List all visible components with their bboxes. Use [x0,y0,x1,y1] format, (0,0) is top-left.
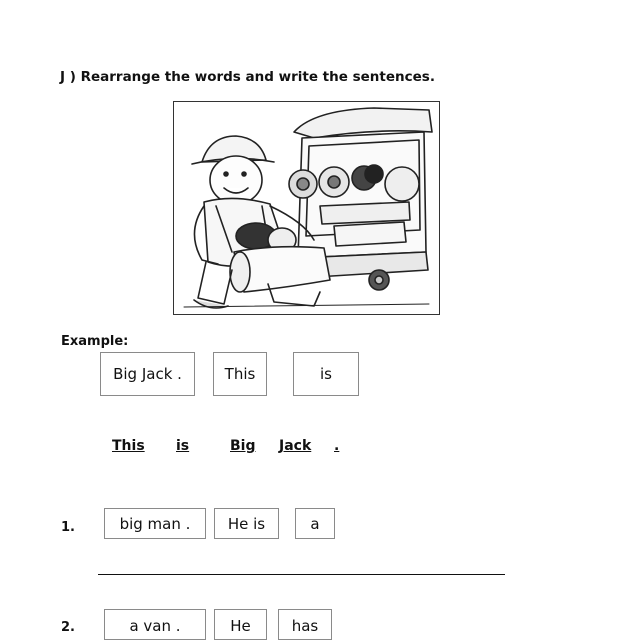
question-2-word-box-2 [214,609,267,640]
example-word-box-1 [100,352,195,396]
question-1-word-1: big man . [119,514,191,533]
example-answer-word-1: This [112,438,145,454]
example-word-2: This [224,365,256,383]
example-answer-word-2: is [176,438,190,454]
question-number-2: 2. [61,620,75,635]
question-2-word-3: has [291,617,319,635]
question-1-word-box-1 [104,508,206,539]
question-2-word-2: He [230,617,251,635]
instruction-title: J ) Rearrange the words and write the sentences. [60,69,435,85]
illustration-picture [173,101,440,315]
question-2-word-box-3 [278,609,332,640]
example-answer-word-4: Jack [279,438,312,454]
example-answer-word-3: Big [230,438,256,454]
question-number-1: 1. [61,520,75,535]
example-word-3: is [320,365,332,383]
example-word-box-3 [293,352,359,396]
example-word-box-2 [213,352,267,396]
question-1-word-2: He is [227,514,266,533]
man-with-van-drawing [174,102,439,314]
example-label: Example: [61,334,129,349]
example-answer-word-5: . [334,438,340,454]
question-2-word-1: a van . [129,617,181,635]
question-1-word-box-2 [214,508,279,539]
example-word-1: Big Jack . [113,365,182,383]
question-1-word-box-3 [295,508,335,539]
question-1-word-3: a [310,514,320,533]
question-1-answer-line[interactable] [98,574,505,575]
question-2-word-box-1 [104,609,206,640]
